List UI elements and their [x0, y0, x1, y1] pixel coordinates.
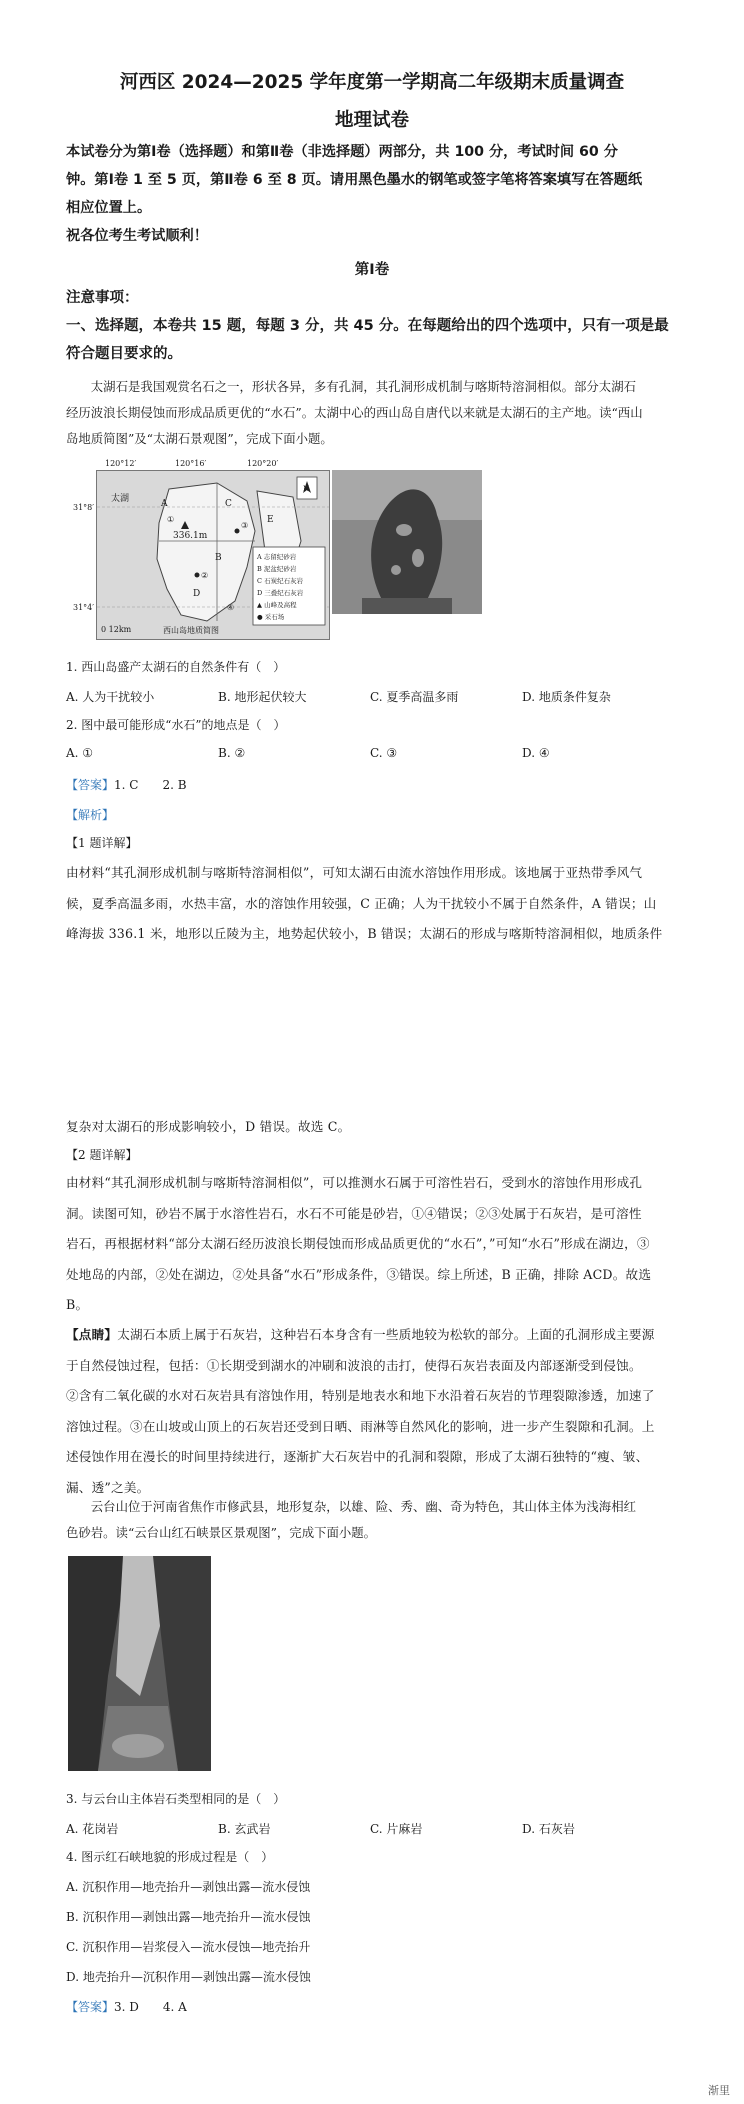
- lat-label: 31°4′: [73, 603, 95, 612]
- key-point: [66, 1320, 686, 1503]
- detail-line: 候，夏季高温多雨，水热丰富，水的溶蚀作用较强，C 正确；人为干扰较小不属于自然条件，A 错误；山: [66, 895, 657, 911]
- detail-1-tag: 【1 题详解】: [66, 836, 138, 850]
- q3-option-d[interactable]: D. 石灰岩: [522, 1822, 575, 1836]
- material-2: [66, 1494, 682, 1546]
- section-line: 一、选择题，本卷共 15 题，每题 3 分，共 45 分。在每题给出的四个选项中，只有一项是最: [66, 318, 669, 334]
- detail-1-body: [66, 858, 686, 950]
- scale-bar: 0 12km: [101, 625, 132, 634]
- material-line: 岛地质简图”及“太湖石景观图”，完成下面小题。: [66, 431, 333, 446]
- q4-option-c[interactable]: C. 沉积作用—岩浆侵入—流水侵蚀—地壳抬升: [66, 1940, 311, 1954]
- q4-option-d[interactable]: D. 地壳抬升—沉积作用—剥蚀出露—流水侵蚀: [66, 1970, 311, 1984]
- q1-option-a[interactable]: A. 人为干扰较小: [66, 690, 155, 704]
- question-1-stem: 1. 西山岛盛产太湖石的自然条件有（ ）: [66, 660, 286, 674]
- zone-label: A: [161, 499, 168, 509]
- q3-option-c[interactable]: C. 片麻岩: [370, 1822, 423, 1836]
- detail-line: 处地岛的内部，②处在湖边，②处具备“水石”形成条件，③错误。综上所述，B 正确，排除 ACD。故选: [66, 1266, 652, 1282]
- legend-item: ● 采石场: [257, 613, 285, 621]
- key-point-tag: 【点睛】: [66, 1327, 118, 1342]
- material-line: 太湖石是我国观赏名石之一，形状各异，多有孔洞，其孔洞形成机制与喀斯特溶洞相似。部分太湖石: [90, 379, 636, 394]
- lake-label: 太湖: [111, 494, 130, 504]
- exam-instructions: [66, 138, 682, 250]
- material-line: 色砂岩。读“云台山红石峡景区景观图”，完成下面小题。: [66, 1525, 377, 1540]
- taihu-stone-photo: [332, 470, 482, 614]
- q1-option-c[interactable]: C. 夏季高温多雨: [370, 690, 459, 704]
- lon-label: 120°20′: [247, 459, 279, 468]
- good-luck-line: 祝各位考生考试顺利！: [66, 228, 208, 244]
- page-title: 河西区 2024—2025 学年度第一学期高二年级期末质量调查: [119, 72, 625, 93]
- legend-item: D 三叠纪石灰岩: [257, 589, 304, 597]
- question-3-stem: 3. 与云台山主体岩石类型相同的是（ ）: [66, 1792, 286, 1806]
- q2-option-c[interactable]: C. ③: [370, 746, 398, 760]
- key-point-line: 【点睛】太湖石本质上属于石灰岩，这种岩石本身含有一些质地较为松软的部分。上面的孔洞形成主要源: [66, 1327, 655, 1342]
- site-marker: ③: [241, 521, 249, 530]
- instructions-line: 本试卷分为第Ⅰ卷（选择题）和第Ⅱ卷（非选择题）两部分，共 100 分，考试时间 60 分: [66, 144, 618, 160]
- legend-item: C 石炭纪石灰岩: [257, 577, 304, 585]
- legend-item: A 志留纪砂岩: [257, 553, 297, 561]
- detail-line: 由材料“其孔洞形成机制与喀斯特溶洞相似”，可以推测水石属于可溶性岩石，受到水的溶蚀作用形成孔: [66, 1175, 643, 1190]
- answer-line-2: [66, 1998, 187, 2015]
- key-point-line: 溶蚀过程。③在山坡或山顶上的石灰岩还受到日晒、雨淋等自然风化的影响，进一步产生裂隙和孔洞。上: [66, 1418, 655, 1434]
- part-label: 第Ⅰ卷: [354, 262, 390, 278]
- answer-text: 3. D 4. A: [114, 2000, 187, 2014]
- map-legend: [257, 551, 303, 623]
- answer-text: 1. C 2. B: [114, 778, 187, 792]
- q2-option-b[interactable]: B. ②: [218, 746, 246, 760]
- page-subtitle: 地理试卷: [334, 110, 409, 131]
- answer-tag: 【答案】: [66, 778, 115, 792]
- question-4-stem: 4. 图示红石峡地貌的形成过程是（ ）: [66, 1850, 274, 1864]
- answer-tag: 【答案】: [66, 2000, 115, 2014]
- material-line: 云台山位于河南省焦作市修武县，地形复杂，以雄、险、秀、幽、奇为特色，其山体主体为浅海相红: [90, 1499, 636, 1514]
- question-2-stem: 2. 图中最可能形成“水石”的地点是（ ）: [66, 718, 286, 732]
- q2-option-d[interactable]: D. ④: [522, 746, 550, 760]
- instructions-line: 相应位置上。: [66, 200, 152, 216]
- detail-2-body: [66, 1168, 686, 1321]
- xishan-geology-map: [73, 459, 330, 640]
- legend-item: B 泥盆纪砂岩: [257, 565, 297, 573]
- q4-option-a[interactable]: A. 沉积作用—地壳抬升—剥蚀出露—流水侵蚀: [66, 1880, 311, 1894]
- material-1: [66, 374, 682, 452]
- north-label: N: [303, 485, 310, 493]
- material-line: 经历波浪长期侵蚀而形成品质更优的“水石”。太湖中心的西山岛自唐代以来就是太湖石的主产地。读“西山: [66, 405, 643, 420]
- answer-line-1: [66, 776, 187, 793]
- detail-line: 岩石，再根据材料“部分太湖石经历波浪长期侵蚀而形成品质更优的“水石”，”可知“水石”形成在湖边，③: [66, 1236, 650, 1251]
- lon-label: 120°12′: [105, 459, 137, 468]
- detail-line: B。: [66, 1297, 89, 1312]
- site-marker: ①: [167, 515, 175, 524]
- notice-heading: 注意事项：: [66, 290, 139, 306]
- canyon-drawing: [68, 1556, 211, 1771]
- site-marker: ②: [201, 571, 209, 580]
- zone-label: C: [225, 499, 232, 509]
- instructions-line: 钟。第Ⅰ卷 1 至 5 页，第Ⅱ卷 6 至 8 页。请用黑色墨水的钢笔或签字笔将答案填写在答题纸: [66, 172, 643, 188]
- elevation-label: 336.1m: [173, 531, 208, 541]
- page-footer: 渐里: [708, 2084, 730, 2097]
- section-line: 符合题目要求的。: [66, 346, 182, 362]
- key-point-line: 述侵蚀作用在漫长的时间里持续进行，逐渐扩大石灰岩中的孔洞和裂隙，形成了太湖石独特的“瘦、皱、: [66, 1449, 649, 1464]
- yuntai-canyon-photo: [68, 1556, 211, 1771]
- section-heading: [66, 312, 682, 368]
- analysis-tag: 【解析】: [66, 808, 115, 822]
- key-point-line: 漏、透”之美。: [66, 1479, 150, 1495]
- detail-line: 由材料“其孔洞形成机制与喀斯特溶洞相似”，可知太湖石由流水溶蚀作用形成。该地属于亚热带季风气: [66, 865, 643, 880]
- lat-label: 31°8′: [73, 503, 95, 512]
- site-marker: ④: [227, 603, 235, 612]
- zone-label: E: [267, 515, 274, 525]
- q1-option-b[interactable]: B. 地形起伏较大: [218, 690, 307, 704]
- detail-1-continued: 复杂对太湖石的形成影响较小，D 错误。故选 C。: [66, 1119, 351, 1134]
- legend-item: ▲ 山峰及高程: [257, 601, 297, 609]
- key-point-line: ②含有二氧化碳的水对石灰岩具有溶蚀作用，特别是地表水和地下水沿着石灰岩的节理裂隙渗透，加速了: [66, 1388, 655, 1403]
- map-caption: 西山岛地质简图: [163, 626, 219, 635]
- q1-option-d[interactable]: D. 地质条件复杂: [522, 690, 611, 704]
- detail-line: 洞。读图可知，砂岩不属于水溶性岩石，水石不可能是砂岩，①④错误；②③处属于石灰岩，是可溶性: [66, 1205, 642, 1221]
- detail-2-tag: 【2 题详解】: [66, 1148, 138, 1162]
- zone-label: D: [193, 589, 201, 599]
- detail-line: 峰海拔 336.1 米，地形以丘陵为主，地势起伏较小，B 错误；太湖石的形成与喀斯特溶洞相似，地质条件: [66, 926, 663, 941]
- stone-drawing: [332, 470, 482, 614]
- zone-label: B: [215, 553, 222, 563]
- q3-option-b[interactable]: B. 玄武岩: [218, 1822, 271, 1836]
- q3-option-a[interactable]: A. 花岗岩: [66, 1822, 119, 1836]
- lon-label: 120°16′: [175, 459, 207, 468]
- key-point-line: 于自然侵蚀过程，包括：①长期受到湖水的冲刷和波浪的击打，使得石灰岩表面及内部逐渐受到侵蚀。: [66, 1357, 642, 1373]
- q2-option-a[interactable]: A. ①: [66, 746, 94, 760]
- q4-option-b[interactable]: B. 沉积作用—剥蚀出露—地壳抬升—流水侵蚀: [66, 1910, 311, 1924]
